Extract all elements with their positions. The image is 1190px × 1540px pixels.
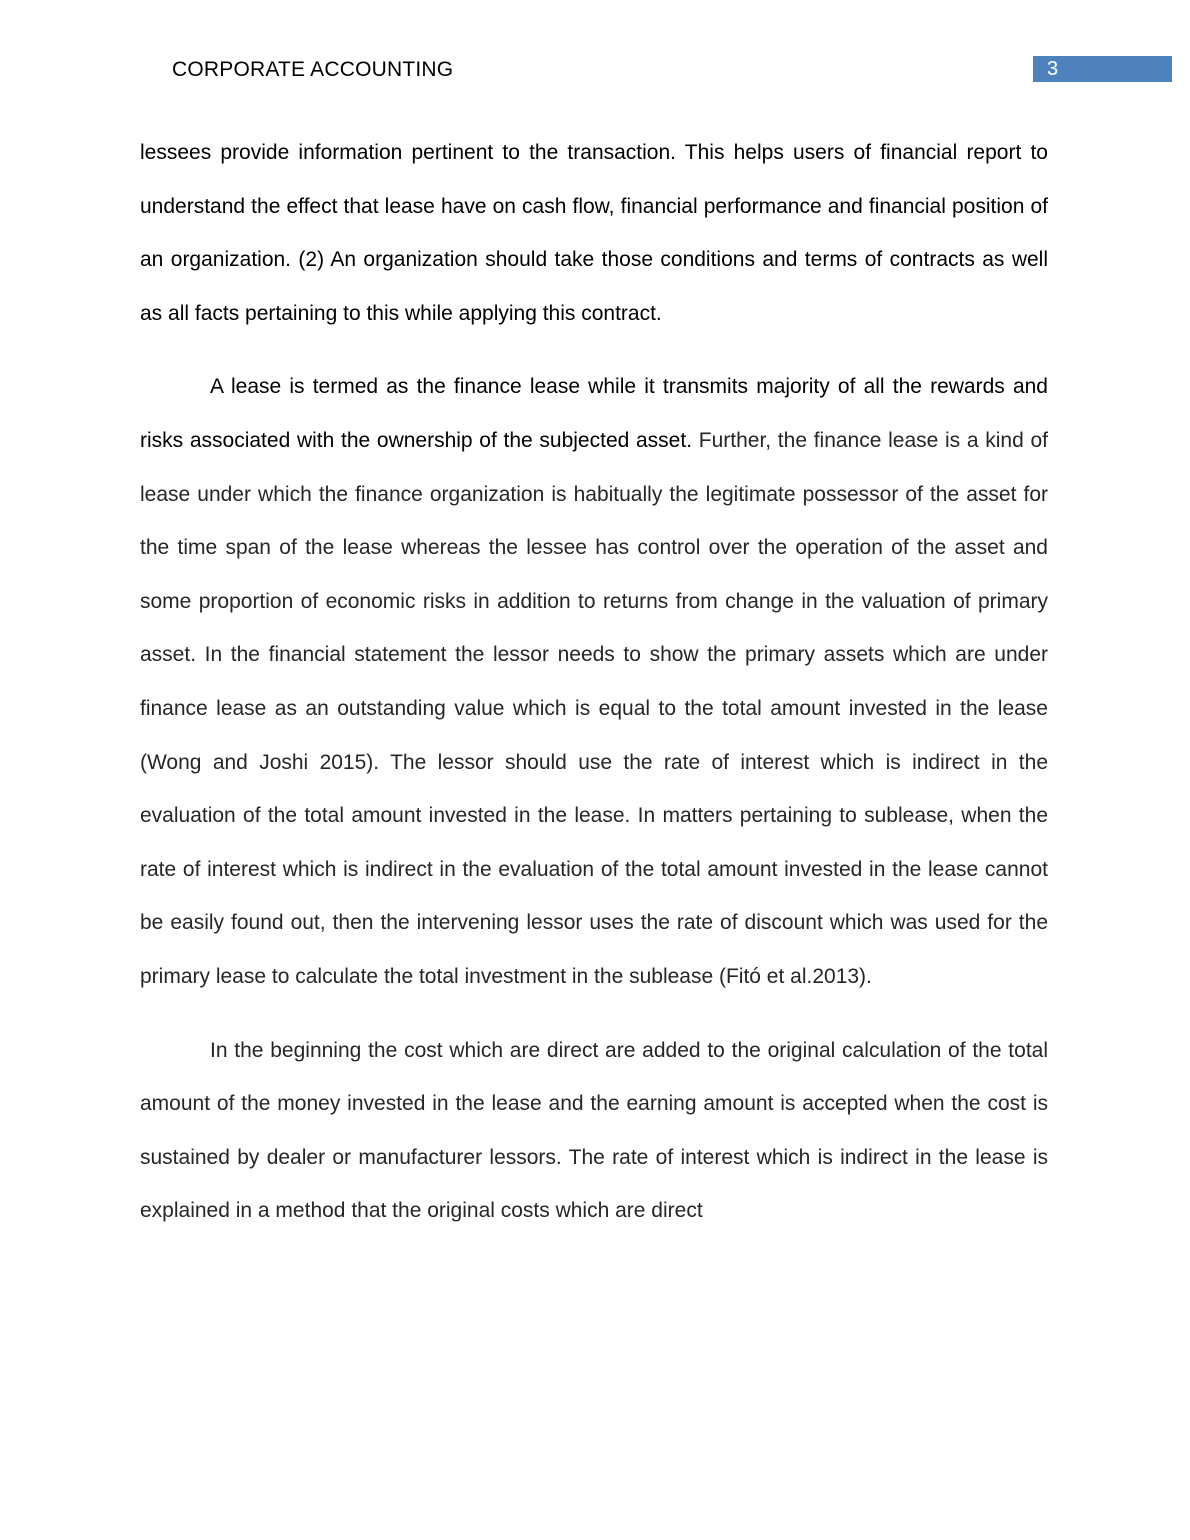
paragraph-2 — [140, 360, 1048, 1003]
paragraph-3: In the beginning the cost which are direct are added to the original calculation of the total amount of the money invested in the lease and the earning amount is accepted when the cost is sustained by dealer or manufacturer lessors. The rate of interest which is indirect in the lease is explained in a method that the original costs which are direct — [140, 1038, 1048, 1223]
paragraph-2-continuation: Further, the finance lease is a kind of lease under which the finance organization is habitually the legitimate possessor of the asset for the time span of the lease whereas the lessee has control over the operation of the asset and some proportion of economic risks in addition to returns from change in the valuation of primary asset. In the financial statement the lessor needs to show the primary assets which are under finance lease as an outstanding value which is equal to the total amount invested in the lease (Wong and Joshi 2015). The lessor should use the rate of interest which is indirect in the evaluation of the total amount invested in the lease. In matters pertaining to sublease, when the rate of interest which is indirect in the evaluation of the total amount invested in the lease cannot be easily found out, then the intervening lessor uses the rate of discount which was used for the primary lease to calculate the total investment in the sublease (Fitó et al.2013). — [140, 428, 1048, 988]
page-number: 3 — [1033, 56, 1172, 82]
paragraph-2-lead: A lease is termed as the finance lease while it transmits majority of all the rewards and risks associated with the ownership of the subjected asset. — [140, 375, 1048, 452]
document-body — [140, 126, 1048, 1238]
paragraph-1: lessees provide information pertinent to the transaction. This helps users of financial report to understand the effect that lease have on cash flow, financial performance and financial position of an organization. (2) An organization should take those conditions and terms of contracts as well as all facts pertaining to this while applying this contract. — [140, 141, 1048, 325]
running-header-title: CORPORATE ACCOUNTING — [172, 58, 454, 81]
